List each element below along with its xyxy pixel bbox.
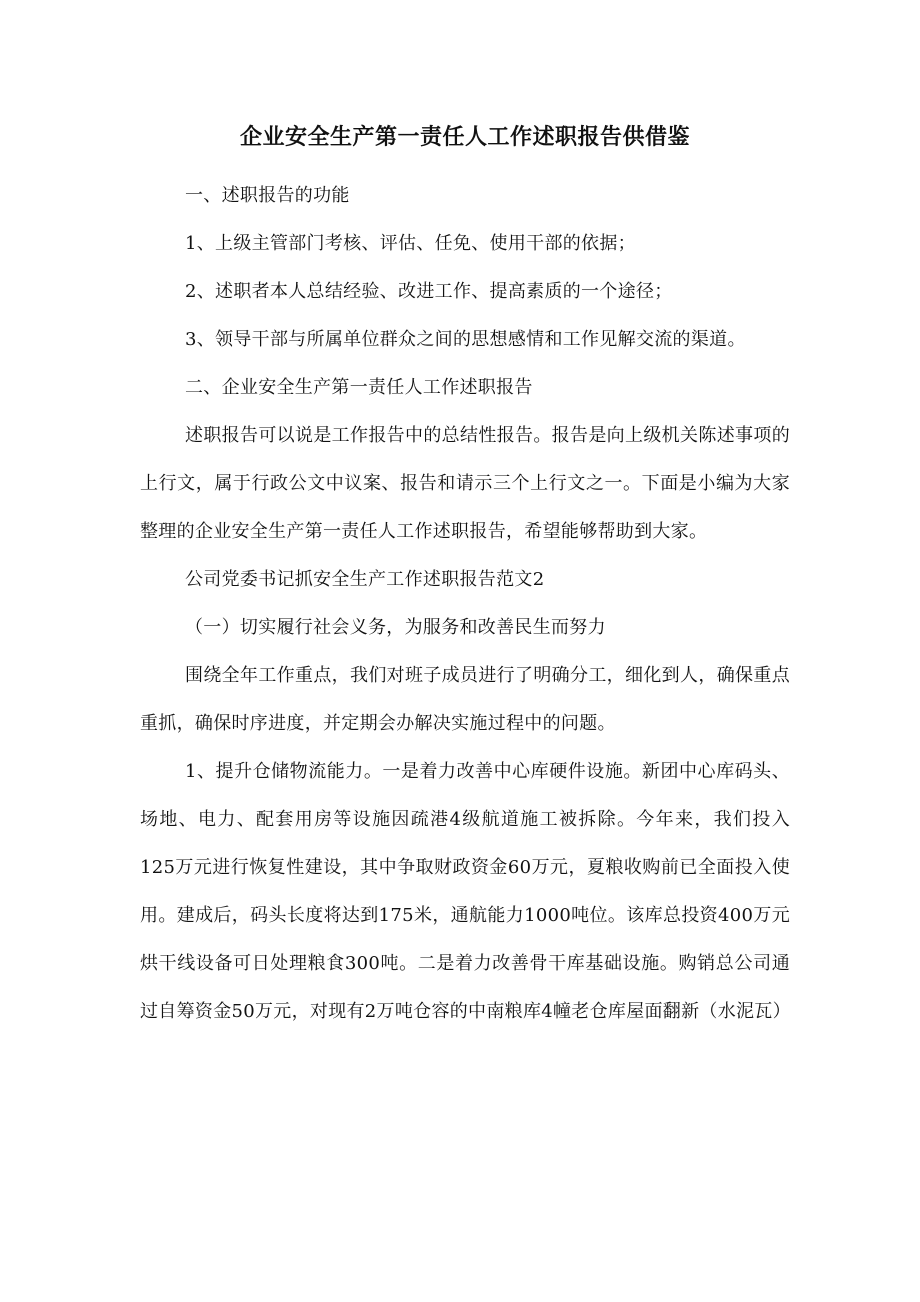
paragraph-section-1-heading: （一）切实履行社会义务，为服务和改善民生而努力 [185, 617, 606, 638]
document-body [140, 116, 790, 1036]
paragraph-point-2: 2、述职者本人总结经验、改进工作、提高素质的一个途径； [185, 281, 673, 302]
paragraph-intro: 述职报告可以说是工作报告中的总结性报告。报告是向上级机关陈述事项的上行文，属于行政公文中议案、报告和请示三个上行文之一。下面是小编为大家整理的企业安全生产第一责任人工作述职报告，希望能够帮助到大家。 [140, 425, 790, 542]
paragraph-report-heading: 二、企业安全生产第一责任人工作述职报告 [185, 377, 533, 398]
document-title: 企业安全生产第一责任人工作述职报告供借鉴 [239, 124, 690, 150]
paragraph-work-focus: 围绕全年工作重点，我们对班子成员进行了明确分工，细化到人，确保重点重抓，确保时序进度，并定期会办解决实施过程中的问题。 [140, 665, 790, 734]
paragraph-point-3: 3、领导干部与所属单位群众之间的思想感情和工作见解交流的渠道。 [185, 329, 746, 350]
paragraph-sample-title: 公司党委书记抓安全生产工作述职报告范文2 [185, 569, 545, 590]
paragraph-point-1: 1、上级主管部门考核、评估、任免、使用干部的依据； [185, 233, 636, 254]
paragraph-function-heading: 一、述职报告的功能 [185, 185, 350, 206]
paragraph-logistics: 1、提升仓储物流能力。一是着力改善中心库硬件设施。新团中心库码头、场地、电力、配套用房等设施因疏港4级航道施工被拆除。今年来，我们投入125万元进行恢复性建设，其中争取财政资金60万元，夏粮收购前已全面投入使用。建成后，码头长度将达到175米，通航能力1000吨位。该库总投资400万元烘干线设备可日处理粮食300吨。二是着力改善骨干库基础设施。购销总公司通过自筹资金50万元，对现有2万吨仓容的中南粮库4幢老仓库屋面翻新（水泥瓦） [140, 761, 791, 1022]
